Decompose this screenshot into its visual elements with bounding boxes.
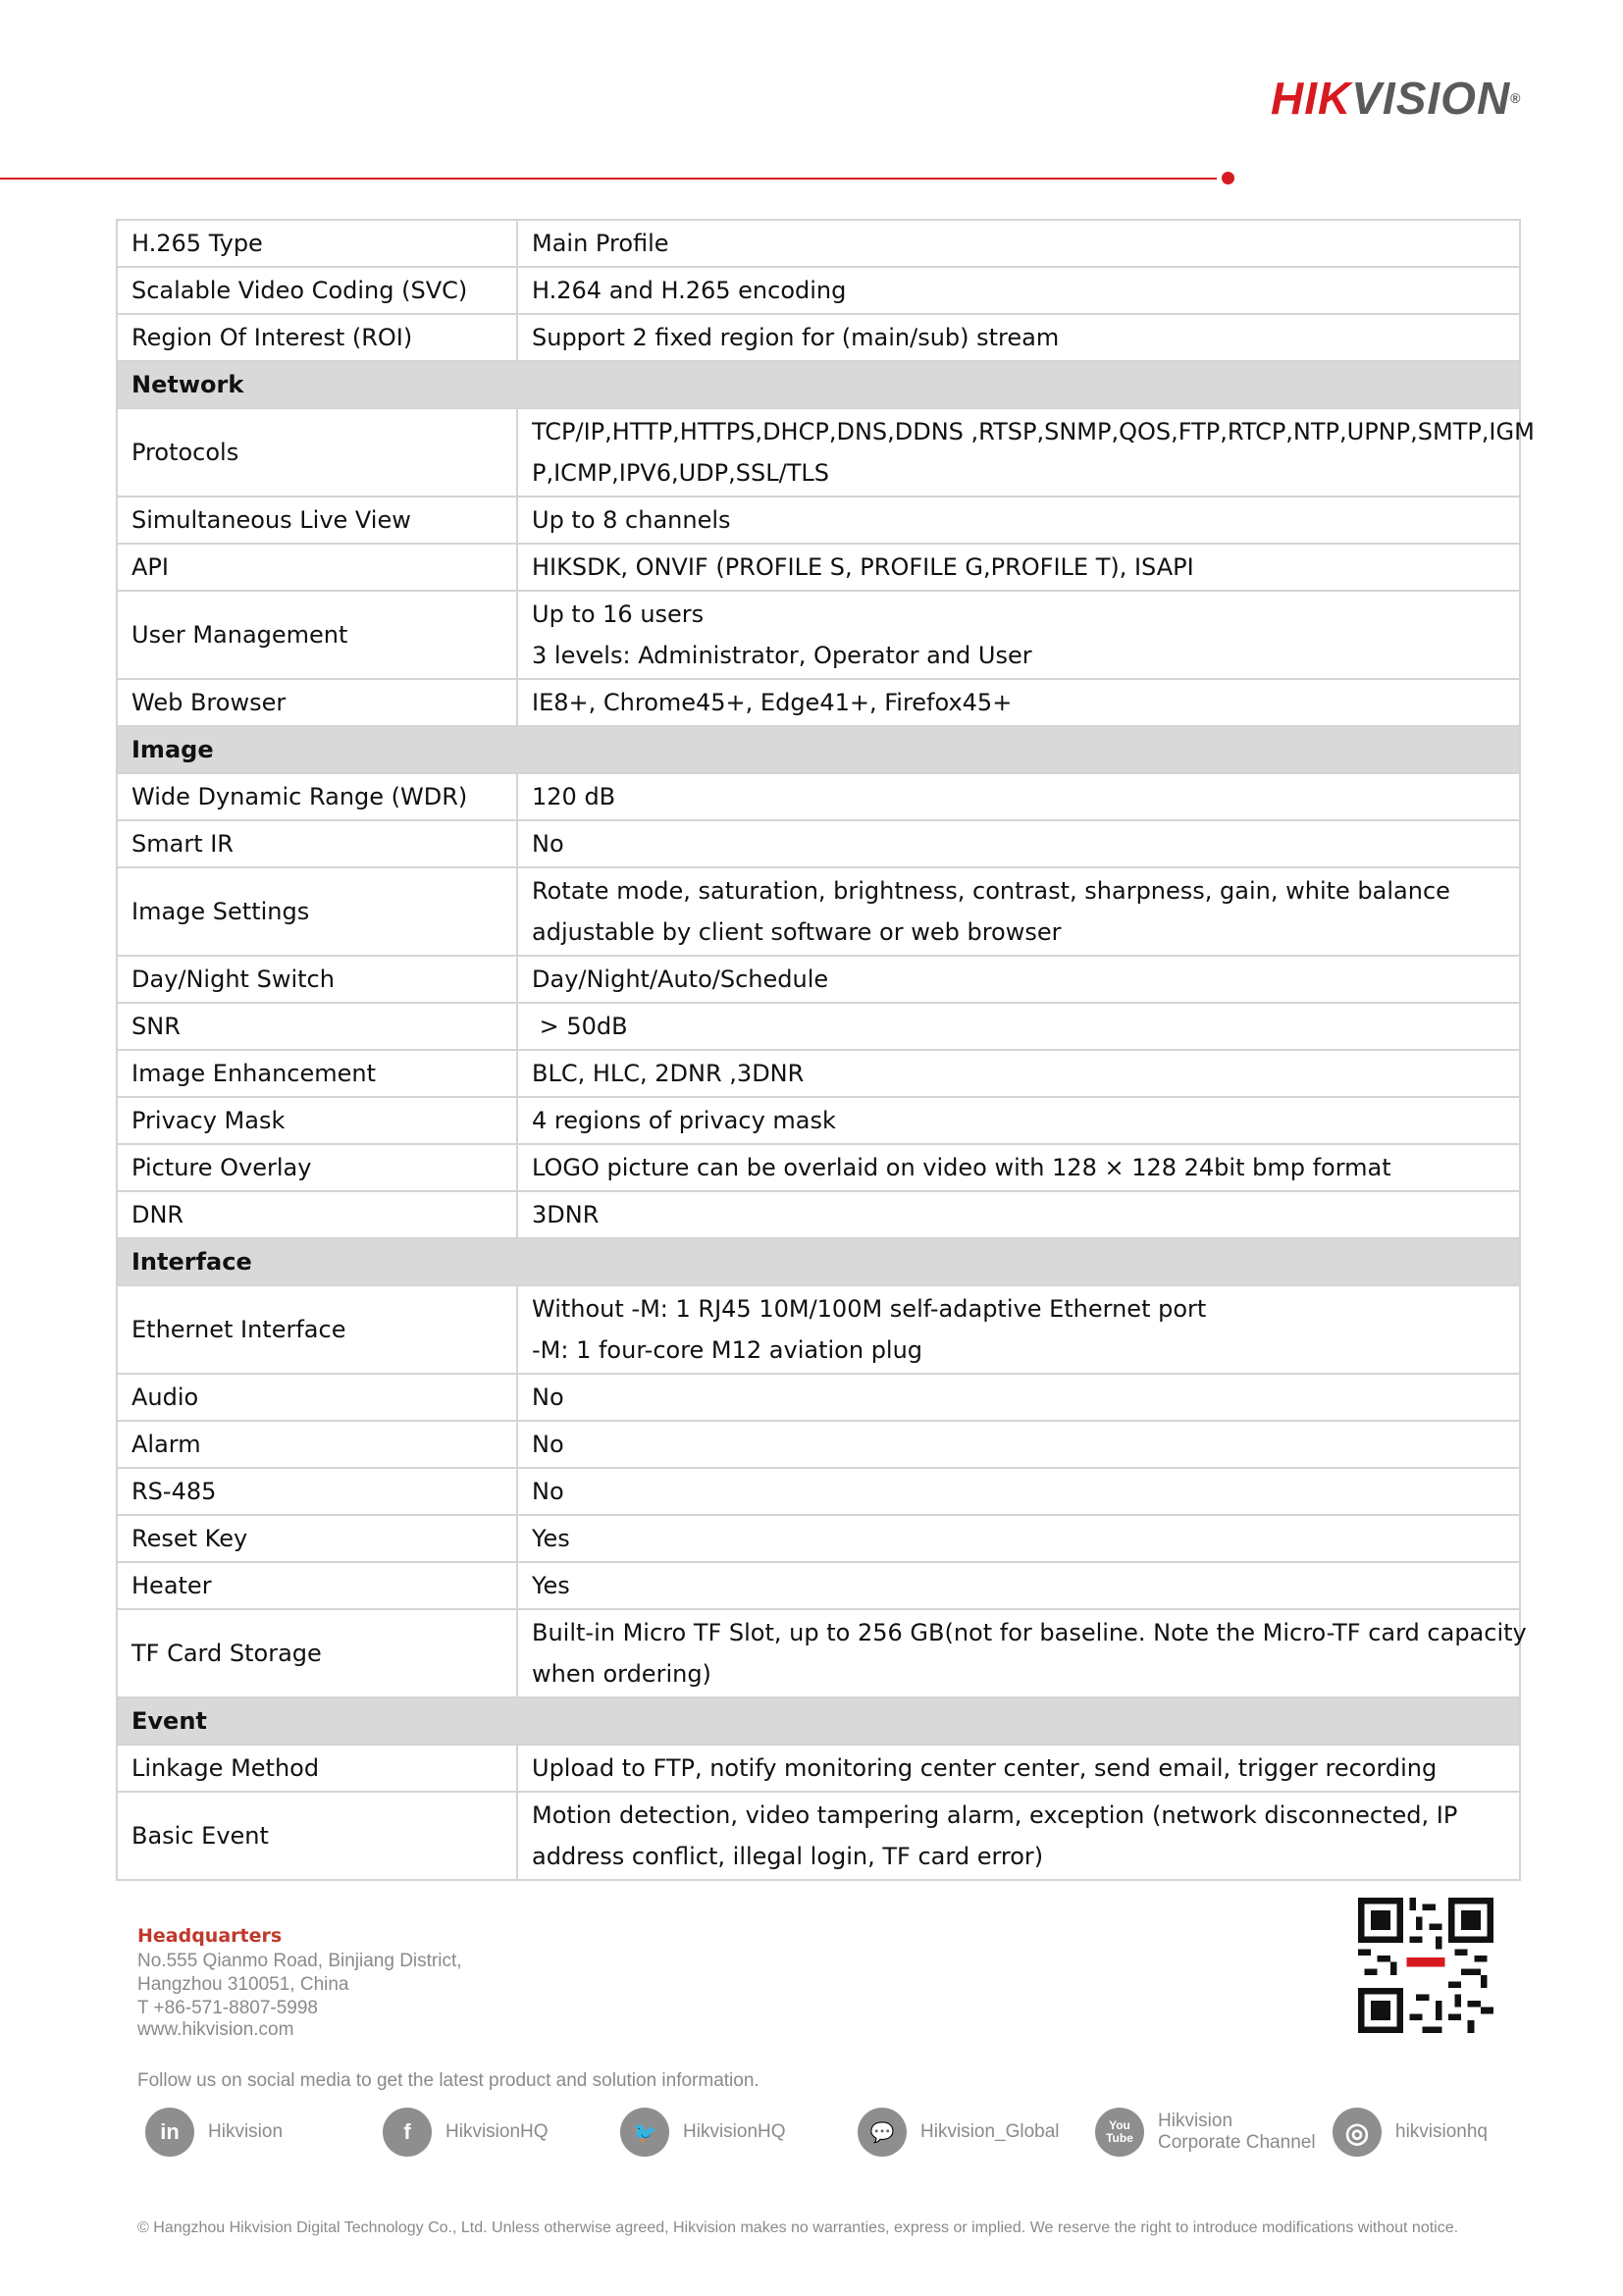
spec-label: Image Enhancement	[117, 1050, 517, 1097]
spec-value	[517, 956, 1520, 1003]
spec-value-line: address conflict, illegal login, TF card error)	[532, 1843, 1044, 1870]
spec-value-line: 120 dB	[532, 783, 616, 810]
spec-value	[517, 314, 1520, 361]
spec-value	[517, 1191, 1520, 1238]
social-label: Hikvision_Global	[920, 2121, 1060, 2142]
spec-row	[117, 1285, 1520, 1374]
spec-value-line: No	[532, 830, 564, 858]
hq-address-line: No.555 Qianmo Road, Binjiang District,	[137, 1951, 462, 1971]
spec-value	[517, 1562, 1520, 1609]
spec-label: RS-485	[117, 1468, 517, 1515]
spec-value-line: 3 levels: Administrator, Operator and User	[532, 642, 1032, 669]
spec-value	[517, 1003, 1520, 1050]
spec-value-line: Up to 16 users	[532, 600, 705, 628]
social-linkedin[interactable]	[145, 2104, 283, 2161]
spec-value-line: Rotate mode, saturation, brightness, contrast, sharpness, gain, white balance	[532, 877, 1450, 905]
spec-row	[117, 1191, 1520, 1238]
spec-value	[517, 1421, 1520, 1468]
spec-value-line: BLC, HLC, 2DNR ,3DNR	[532, 1060, 805, 1087]
spec-label: H.265 Type	[117, 220, 517, 267]
spec-row	[117, 544, 1520, 591]
facebook-icon: f	[383, 2108, 432, 2157]
spec-row	[117, 820, 1520, 867]
spec-label: Protocols	[117, 408, 517, 496]
hq-phone: T +86-571-8807-5998	[137, 1998, 318, 2018]
spec-table	[116, 219, 1535, 1881]
section-title: Network	[117, 361, 1520, 408]
spec-value-line: Motion detection, video tampering alarm, exception (network disconnected, IP	[532, 1801, 1458, 1829]
spec-value-line: Yes	[532, 1572, 570, 1599]
spec-label: Heater	[117, 1562, 517, 1609]
spec-label: Web Browser	[117, 679, 517, 726]
spec-label: Linkage Method	[117, 1745, 517, 1792]
spec-value	[517, 591, 1520, 679]
spec-row	[117, 1374, 1520, 1421]
spec-row	[117, 591, 1520, 679]
linkedin-icon: in	[145, 2108, 194, 2157]
spec-value	[517, 544, 1520, 591]
spec-row	[117, 1097, 1520, 1144]
copyright-notice: © Hangzhou Hikvision Digital Technology Co., Ltd. Unless otherwise agreed, Hikvision makes no warranties, express or implied. We reserve the right to introduce modifications without notice.	[137, 2219, 1459, 2236]
spec-value	[517, 820, 1520, 867]
spec-row	[117, 1609, 1520, 1697]
spec-value	[517, 1792, 1520, 1880]
spec-value	[517, 1515, 1520, 1562]
spec-value-line: adjustable by client software or web browser	[532, 918, 1062, 946]
spec-label: Privacy Mask	[117, 1097, 517, 1144]
spec-value	[517, 1285, 1520, 1374]
spec-row	[117, 1421, 1520, 1468]
section-header	[117, 1238, 1520, 1285]
spec-row	[117, 679, 1520, 726]
spec-value-line: No	[532, 1383, 564, 1411]
social-wechat[interactable]	[858, 2104, 1060, 2161]
spec-row	[117, 220, 1520, 267]
spec-value-line: Support 2 fixed region for (main/sub) stream	[532, 324, 1060, 351]
spec-value	[517, 408, 1535, 496]
spec-label: Reset Key	[117, 1515, 517, 1562]
spec-label: Region Of Interest (ROI)	[117, 314, 517, 361]
spec-value-line: when ordering)	[532, 1660, 711, 1688]
social-label: hikvisionhq	[1395, 2121, 1488, 2142]
spec-row	[117, 1003, 1520, 1050]
spec-value-line: P,ICMP,IPV6,UDP,SSL/TLS	[532, 459, 829, 487]
spec-label: Day/Night Switch	[117, 956, 517, 1003]
spec-label: Picture Overlay	[117, 1144, 517, 1191]
spec-value	[517, 679, 1520, 726]
spec-value-line: HIKSDK, ONVIF (PROFILE S, PROFILE G,PROFILE T), ISAPI	[532, 553, 1194, 581]
section-title: Event	[117, 1697, 1520, 1745]
spec-row	[117, 314, 1520, 361]
spec-value	[517, 1050, 1520, 1097]
spec-value-line: Without -M: 1 RJ45 10M/100M self-adaptive Ethernet port	[532, 1295, 1207, 1323]
headquarters-title: Headquarters	[137, 1925, 283, 1947]
spec-value-line: IE8+, Chrome45+, Edge41+, Firefox45+	[532, 689, 1013, 716]
header-divider-dot	[1222, 172, 1234, 184]
spec-row	[117, 496, 1520, 544]
social-label: Hikvision Corporate Channel	[1158, 2111, 1316, 2153]
section-header	[117, 1697, 1520, 1745]
social-instagram[interactable]	[1333, 2104, 1488, 2161]
spec-label: Alarm	[117, 1421, 517, 1468]
instagram-icon: ◎	[1333, 2108, 1382, 2157]
spec-value-line: 3DNR	[532, 1201, 600, 1228]
spec-row	[117, 1144, 1520, 1191]
section-title: Image	[117, 726, 1520, 773]
spec-value-line: -M: 1 four-core M12 aviation plug	[532, 1336, 923, 1364]
spec-row	[117, 1468, 1520, 1515]
spec-label: User Management	[117, 591, 517, 679]
spec-label: Basic Event	[117, 1792, 517, 1880]
spec-label: Wide Dynamic Range (WDR)	[117, 773, 517, 820]
header-divider	[0, 178, 1217, 180]
social-youtube[interactable]	[1095, 2104, 1316, 2161]
spec-value	[517, 1468, 1520, 1515]
social-label: HikvisionHQ	[683, 2121, 786, 2142]
spec-value	[517, 1609, 1527, 1697]
spec-row	[117, 867, 1520, 956]
spec-row	[117, 956, 1520, 1003]
spec-label: SNR	[117, 1003, 517, 1050]
section-header	[117, 726, 1520, 773]
spec-value-line: Upload to FTP, notify monitoring center center, send email, trigger recording	[532, 1754, 1438, 1782]
spec-label: TF Card Storage	[117, 1609, 517, 1697]
spec-row	[117, 1515, 1520, 1562]
spec-label: Smart IR	[117, 820, 517, 867]
social-label: HikvisionHQ	[445, 2121, 549, 2142]
spec-row	[117, 773, 1520, 820]
twitter-icon: 🐦	[620, 2108, 669, 2157]
spec-row	[117, 1562, 1520, 1609]
spec-value-line: > 50dB	[532, 1013, 628, 1040]
spec-label: API	[117, 544, 517, 591]
spec-label: DNR	[117, 1191, 517, 1238]
spec-value-line: Yes	[532, 1525, 570, 1552]
social-twitter[interactable]	[620, 2104, 786, 2161]
spec-value	[517, 1144, 1520, 1191]
hq-website-link[interactable]: www.hikvision.com	[137, 2019, 294, 2040]
spec-value-line: Built-in Micro TF Slot, up to 256 GB(not for baseline. Note the Micro-TF card capacity	[532, 1619, 1527, 1646]
spec-value-line: H.264 and H.265 encoding	[532, 277, 847, 304]
spec-value-line: TCP/IP,HTTP,HTTPS,DHCP,DNS,DDNS ,RTSP,SNMP,QOS,FTP,RTCP,NTP,UPNP,SMTP,IGM	[532, 418, 1535, 445]
spec-row	[117, 408, 1520, 496]
spec-value	[517, 1097, 1520, 1144]
spec-value-line: LOGO picture can be overlaid on video with 128 × 128 24bit bmp format	[532, 1154, 1391, 1181]
youtube-icon: You Tube	[1095, 2108, 1144, 2157]
hq-city-line: Hangzhou 310051, China	[137, 1974, 349, 1995]
spec-value	[517, 1745, 1520, 1792]
spec-value	[517, 496, 1520, 544]
spec-value-line: Main Profile	[532, 230, 669, 257]
social-follow-text: Follow us on social media to get the latest product and solution information.	[137, 2070, 759, 2091]
spec-value-line: Day/Night/Auto/Schedule	[532, 965, 829, 993]
spec-value	[517, 267, 1520, 314]
spec-row	[117, 1050, 1520, 1097]
spec-value	[517, 220, 1520, 267]
social-facebook[interactable]	[383, 2104, 549, 2161]
spec-label: Simultaneous Live View	[117, 496, 517, 544]
spec-value	[517, 1374, 1520, 1421]
spec-label: Ethernet Interface	[117, 1285, 517, 1374]
hikvision-logo: HIKVISION®	[1271, 73, 1522, 124]
spec-value	[517, 867, 1520, 956]
spec-label: Image Settings	[117, 867, 517, 956]
spec-value-line: No	[532, 1431, 564, 1458]
spec-label: Scalable Video Coding (SVC)	[117, 267, 517, 314]
spec-row	[117, 1792, 1520, 1880]
spec-row	[117, 267, 1520, 314]
spec-value-line: 4 regions of privacy mask	[532, 1107, 836, 1134]
qr-code	[1358, 1898, 1493, 2033]
wechat-icon: 💬	[858, 2108, 907, 2157]
spec-value-line: No	[532, 1478, 564, 1505]
spec-label: Audio	[117, 1374, 517, 1421]
spec-row	[117, 1745, 1520, 1792]
spec-value	[517, 773, 1520, 820]
section-title: Interface	[117, 1238, 1520, 1285]
social-label: Hikvision	[208, 2121, 284, 2142]
spec-value-line: Up to 8 channels	[532, 506, 731, 534]
section-header	[117, 361, 1520, 408]
